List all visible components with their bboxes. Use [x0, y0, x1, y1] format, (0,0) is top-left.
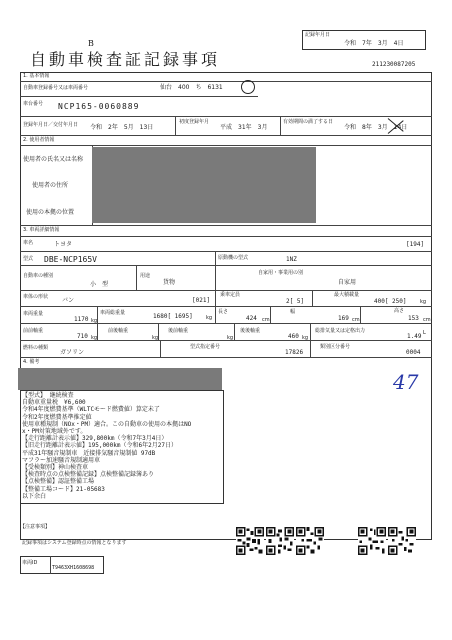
maker-label: 車名	[23, 240, 34, 246]
front-front-axle-value: 710	[77, 333, 88, 340]
height-label: 高さ	[394, 308, 405, 314]
model-value: DBE-NCP165V	[44, 255, 97, 264]
expiry-date-value: 令和 8年 3月 14日	[344, 124, 408, 131]
use-value: 貨物	[163, 279, 176, 286]
remarks-detail-list	[22, 392, 191, 500]
document-number: 211230087205	[372, 61, 416, 68]
front-rear-axle-unit: kg	[152, 335, 159, 341]
stamp-circle	[241, 80, 255, 94]
class-number-value: 0004	[406, 349, 421, 356]
qr-code-icon	[388, 527, 416, 555]
remarks-line: 【旧走行距離計表示値】195,000km（令和6年2月27日）	[22, 442, 177, 450]
qr-code-icon	[358, 527, 386, 555]
qr-code-icon	[296, 527, 324, 555]
body-shape-label: 車体の形状	[23, 294, 49, 300]
remarks-line: 平成31年騒音規制車 近接排気騒音規制値 97dB	[22, 449, 156, 457]
remarks-section-title: 4. 備考	[23, 359, 40, 365]
user-name-label: 使用者の氏名又は名称	[23, 156, 84, 163]
displacement-label: 総排気量又は定格出力	[315, 328, 366, 334]
user-base-label: 使用の本拠の位置	[26, 209, 75, 216]
issue-date-label: 登録年月日／交付年月日	[23, 122, 79, 128]
engine-label: 原動機の型式	[218, 255, 249, 261]
reg-number-label: 自動車登録番号又は車両番号	[23, 85, 89, 91]
qr-code-icon	[266, 527, 294, 555]
remarks-line: 自動車重量税 ¥6,600	[22, 399, 86, 407]
private-value: 自家用	[338, 279, 357, 286]
first-reg-value: 平成 31年 3月	[220, 124, 268, 131]
redacted-user-info	[92, 147, 316, 223]
remarks-line: 【受検類別】神山検査車	[22, 464, 89, 472]
user-section-title: 2. 使用者情報	[23, 137, 55, 143]
handwritten-note: 47	[393, 370, 419, 394]
class-number-label: 類別区分番号	[320, 344, 351, 350]
remarks-line: 【検査時点の点検整備記録】点検整備記録簿あり	[22, 471, 155, 479]
rear-front-axle-label: 後前軸重	[168, 328, 189, 334]
notice-label: 【注意事項】	[20, 524, 51, 530]
remarks-line: 以下余白	[22, 492, 47, 500]
fuel-value: ガソリン	[60, 349, 85, 356]
chassis-number-label: 車台番号	[23, 101, 44, 107]
private-label: 自家用・事業用の別	[258, 270, 304, 276]
front-front-axle-unit: kg	[91, 335, 98, 341]
kind-value: 小 型	[90, 281, 109, 288]
rear-rear-axle-value: 460	[288, 333, 299, 340]
remarks-line: 【走行距離計表示値】329,800km（令和7年3月4日）	[22, 435, 168, 443]
max-load-label: 最大積載量	[334, 292, 360, 298]
remarks-line: 【整備工場コード】21-05683	[22, 485, 105, 493]
capacity-value: 2[ 5]	[286, 298, 305, 305]
document-title: 自動車検査証記録事項	[30, 50, 221, 69]
qr-code-icon	[236, 527, 264, 555]
max-load-value: 400[ 250]	[374, 298, 407, 305]
issue-date-value: 令和 2年 5月 13日	[90, 124, 154, 131]
gross-weight-label: 車両総重量	[100, 310, 126, 316]
body-shape-value: バン	[62, 297, 75, 304]
maker-value: トヨタ	[54, 241, 73, 248]
body-shape-code: [021]	[192, 297, 211, 304]
front-rear-axle-label: 前後軸重	[108, 328, 129, 334]
type-number-label: 型式指定番号	[190, 344, 221, 350]
maker-code: [194]	[406, 241, 425, 248]
gross-weight-value: 1680[ 1695]	[153, 313, 193, 320]
kind-label: 自動車の種別	[23, 273, 54, 279]
vehicle-id-value: T9463XH1608698	[52, 565, 95, 571]
rear-rear-axle-unit: kg	[302, 335, 309, 341]
max-load-unit: kg	[420, 299, 427, 305]
fuel-label: 燃料の種類	[23, 345, 49, 351]
rear-rear-axle-label: 後後軸重	[240, 328, 261, 334]
vehicle-id-label: 車両ID	[22, 560, 38, 566]
vehicle-weight-value: 1170	[74, 316, 89, 323]
b-mark: B	[88, 39, 94, 48]
first-reg-label: 初度登録年月	[179, 119, 210, 125]
capacity-label: 乗車定員	[220, 292, 241, 298]
engine-value: 1NZ	[286, 256, 297, 263]
height-unit: cm	[423, 317, 431, 323]
user-address-label: 使用者の住所	[32, 182, 69, 189]
remarks-line: x・PM対策地域外です。	[22, 428, 87, 436]
reg-number-value: 仙台 400 ち 6131	[160, 84, 223, 91]
gross-weight-unit: kg	[206, 315, 213, 321]
length-unit: cm	[262, 317, 270, 323]
displacement-value: 1.49	[407, 333, 422, 340]
height-value: 153	[408, 315, 419, 322]
remarks-line: 令和2年度燃費基準推定値	[22, 413, 92, 421]
redacted-remarks	[18, 368, 222, 390]
use-label: 用途	[140, 273, 151, 279]
width-unit: cm	[352, 317, 360, 323]
rear-front-axle-unit: kg	[227, 335, 234, 341]
length-value: 424	[246, 315, 257, 322]
record-date: 令和 7年 3月 4日	[344, 40, 404, 47]
width-label: 幅	[290, 309, 296, 315]
remarks-line: 令和4年度燃費基準（WLTCモード燃費値）算定未了	[22, 406, 160, 414]
record-date-label: 記録年月日	[305, 32, 331, 38]
remarks-line: 【型式】 継続検査	[22, 392, 74, 399]
remarks-line: 【点検整備】認証整備工場	[22, 478, 95, 486]
chassis-number-value: NCP165-0060889	[58, 102, 140, 111]
width-value: 169	[338, 315, 349, 322]
front-front-axle-label: 前前軸重	[23, 328, 44, 334]
vehicle-weight-label: 車両重量	[23, 311, 44, 317]
model-label: 型式	[23, 256, 34, 262]
vehicle-weight-unit: kg	[91, 318, 98, 324]
notice-text: 記録事項はシステム登録時点の情報となります	[22, 540, 127, 546]
expiry-date-label: 有効期間の満了する日	[283, 119, 334, 125]
basic-section-title: 1. 基本情報	[23, 73, 50, 79]
length-label: 長さ	[218, 309, 229, 315]
vehicle-section-title: 3. 車両詳細情報	[23, 227, 60, 233]
type-number-value: 17826	[285, 349, 304, 356]
displacement-unit: L	[423, 330, 426, 336]
remarks-line: 使用車種規制（NOx・PM）適合。この自動車の使用の本拠はNO	[22, 420, 192, 428]
remarks-line: マフラー加速騒音規制適用車	[22, 456, 101, 464]
